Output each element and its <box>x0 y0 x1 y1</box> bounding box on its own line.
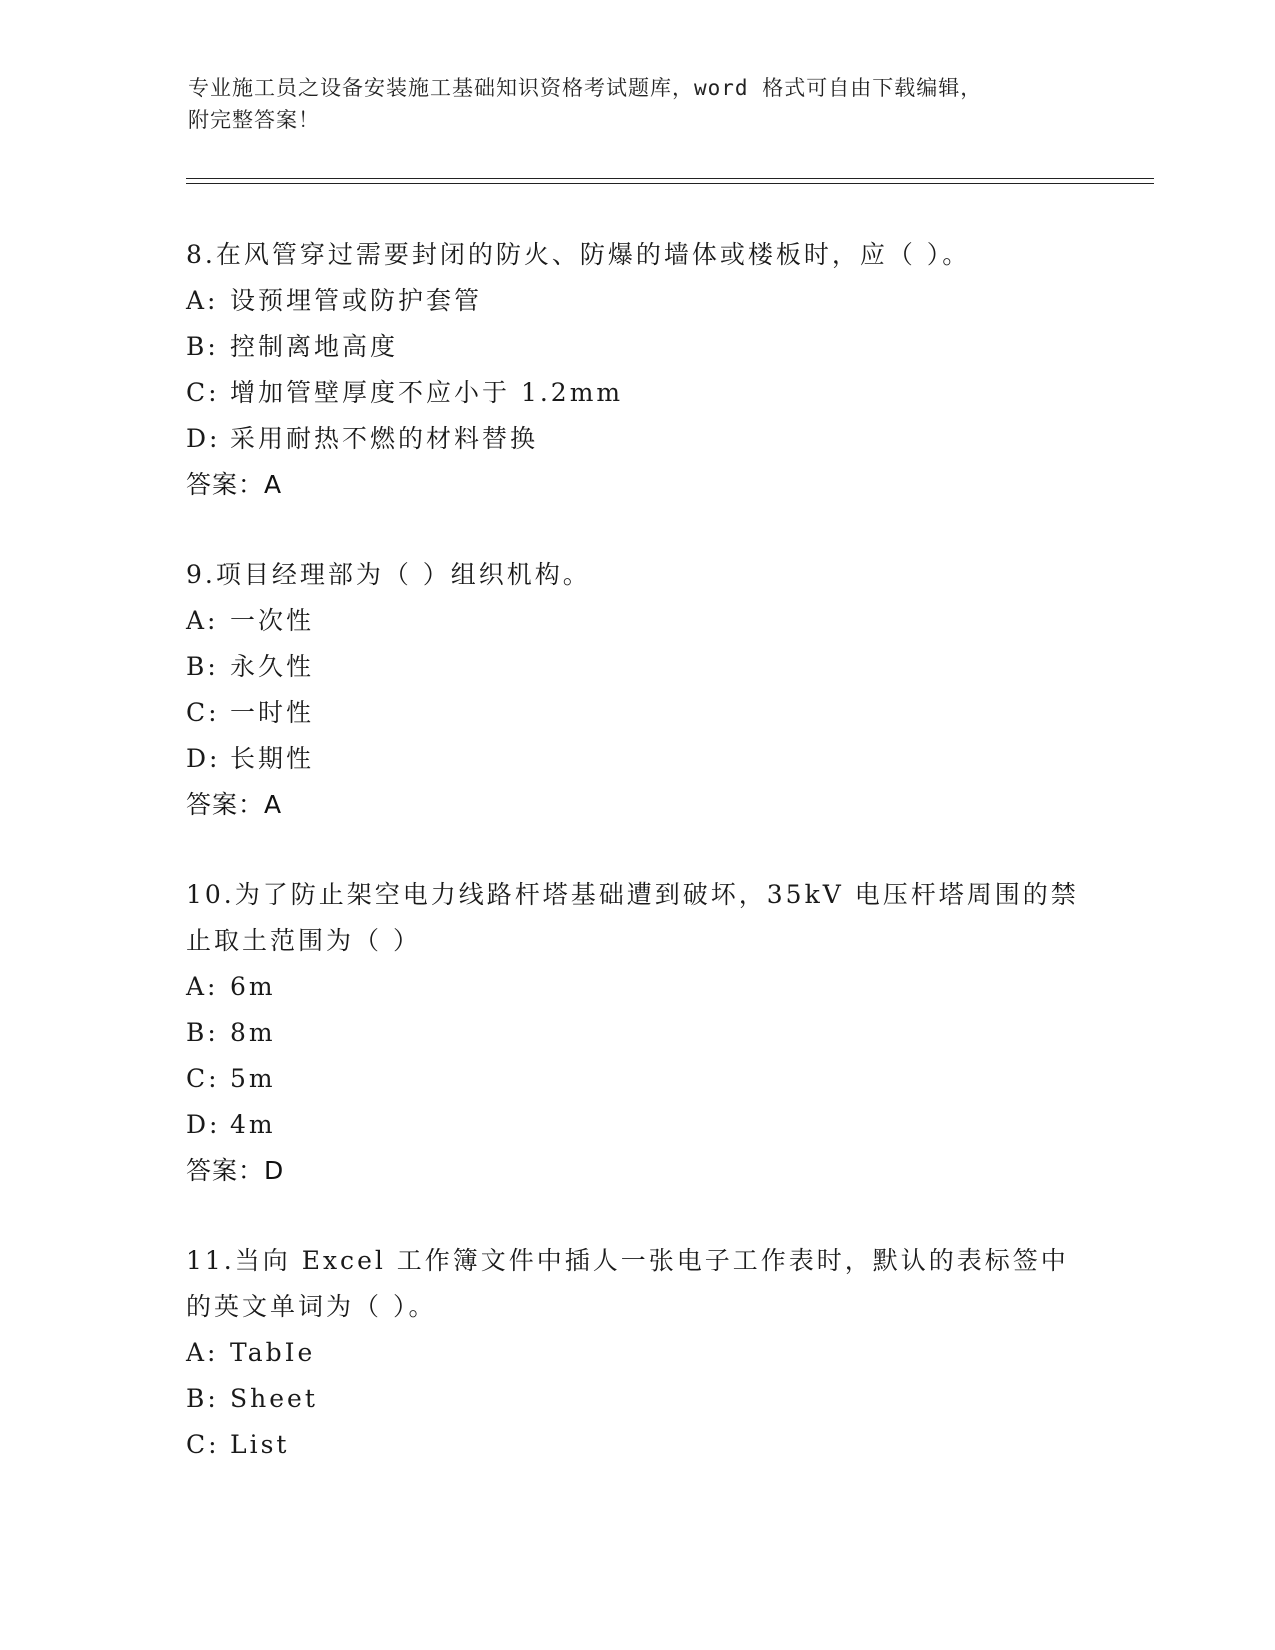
option-text: TabIe <box>230 1338 316 1367</box>
question-number: 8. <box>186 240 216 269</box>
option-key: B: <box>186 652 219 681</box>
answer-option <box>186 598 1086 644</box>
option-key: A: <box>186 606 219 635</box>
answer-option <box>186 278 1086 324</box>
option-key: B: <box>186 1018 219 1047</box>
option-text: 采用耐热不燃的材料替换 <box>230 424 539 453</box>
question-text <box>186 1238 1086 1330</box>
answer-option <box>186 964 1086 1010</box>
option-key: A: <box>186 1338 219 1367</box>
answer-option <box>186 644 1086 690</box>
option-key: C: <box>186 1430 220 1459</box>
header-rule-bottom <box>186 183 1154 184</box>
option-text: 5m <box>230 1064 276 1093</box>
question-text <box>186 552 1086 598</box>
question-list <box>186 232 1086 1512</box>
header-line-2: 附完整答案！ <box>188 108 320 132</box>
option-text: 4m <box>230 1110 276 1139</box>
header-rule-top <box>186 178 1154 179</box>
answer-option <box>186 1376 1086 1422</box>
option-text: List <box>230 1430 290 1459</box>
question-text <box>186 872 1086 964</box>
option-text: 设预埋管或防护套管 <box>230 286 483 315</box>
option-key: B: <box>186 1384 219 1413</box>
question-stem: 当向 Excel 工作簿文件中插人一张电子工作表时，默认的表标签中的英文单词为（ ）。 <box>186 1246 1069 1321</box>
answer-option <box>186 1010 1086 1056</box>
option-key: D: <box>186 744 221 773</box>
option-text: 6m <box>230 972 276 1001</box>
option-text: 8m <box>230 1018 276 1047</box>
question-block <box>186 232 1086 508</box>
question-number: 11. <box>186 1246 235 1275</box>
option-text: 控制离地高度 <box>230 332 399 361</box>
option-text: 一次性 <box>230 606 315 635</box>
option-text: 长期性 <box>230 744 315 773</box>
option-key: D: <box>186 424 221 453</box>
option-key: D: <box>186 1110 221 1139</box>
answer-option <box>186 416 1086 462</box>
question-number: 10. <box>186 880 235 909</box>
answer-option <box>186 1422 1086 1468</box>
answer-line: 答案：A <box>186 470 283 499</box>
question-block <box>186 1238 1086 1468</box>
answer-option <box>186 324 1086 370</box>
question-stem: 为了防止架空电力线路杆塔基础遭到破坏，35kV 电压杆塔周围的禁止取土范围为（ ） <box>186 880 1079 955</box>
question-stem: 项目经理部为（ ）组织机构。 <box>215 560 591 589</box>
header-line-1: 专业施工员之设备安装施工基础知识资格考试题库，word 格式可自由下载编辑， <box>188 76 983 100</box>
answer-option <box>186 1102 1086 1148</box>
option-key: A: <box>186 286 219 315</box>
question-text <box>186 232 1086 278</box>
option-text: 永久性 <box>230 652 315 681</box>
document-header <box>188 72 1068 136</box>
answer-option <box>186 690 1086 736</box>
option-text: 增加管壁厚度不应小于 1.2mm <box>230 378 624 407</box>
answer-option <box>186 1330 1086 1376</box>
option-key: A: <box>186 972 219 1001</box>
option-text: 一时性 <box>230 698 315 727</box>
option-key: C: <box>186 698 220 727</box>
option-key: B: <box>186 332 219 361</box>
question-block <box>186 872 1086 1194</box>
answer-option <box>186 736 1086 782</box>
question-stem: 在风管穿过需要封闭的防火、防爆的墙体或楼板时，应（ ）。 <box>215 240 971 269</box>
answer-line: 答案：A <box>186 790 283 819</box>
option-key: C: <box>186 378 220 407</box>
option-key: C: <box>186 1064 220 1093</box>
answer-line: 答案：D <box>186 1156 285 1185</box>
option-text: Sheet <box>230 1384 318 1413</box>
answer-option <box>186 370 1086 416</box>
answer-option <box>186 1056 1086 1102</box>
question-number: 9. <box>186 560 216 589</box>
question-block <box>186 552 1086 828</box>
